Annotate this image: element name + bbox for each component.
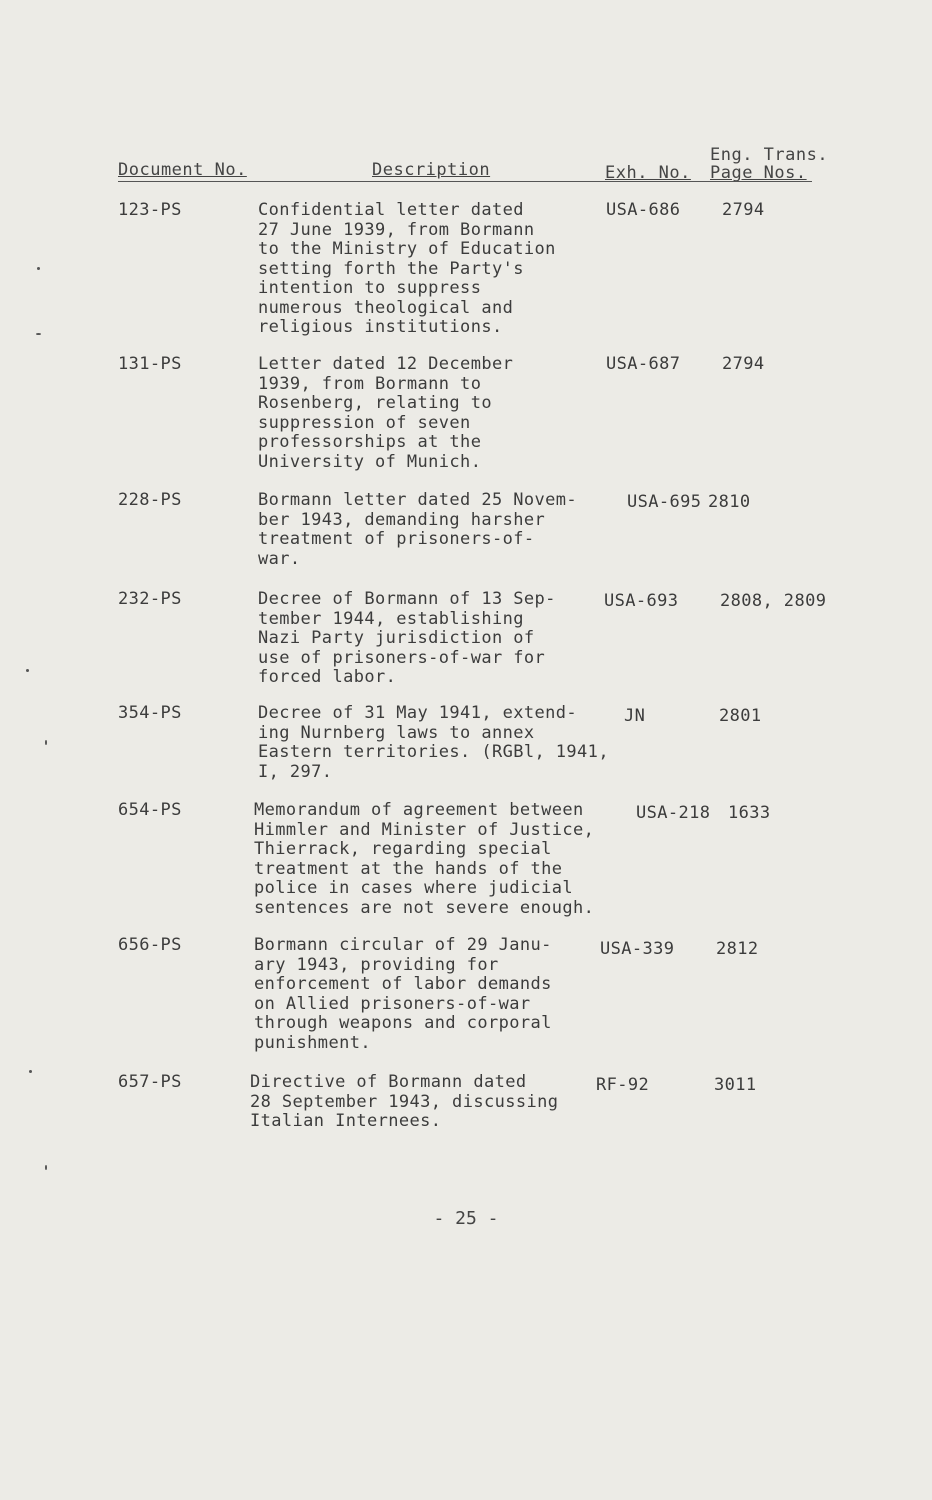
page-numbers: 2794 xyxy=(722,354,765,374)
description xyxy=(258,201,556,338)
scan-speck xyxy=(26,669,29,672)
exhibit-number: USA-693 xyxy=(604,591,679,611)
page-numbers: 2794 xyxy=(722,200,765,220)
doc-number: 131-PS xyxy=(118,354,182,374)
description-line: forced labor. xyxy=(258,667,397,687)
doc-number: 657-PS xyxy=(118,1072,182,1092)
description-line: punishment. xyxy=(254,1032,371,1053)
exhibit-number: USA-218 xyxy=(636,803,711,823)
description-line: ber 1943, demanding harsher xyxy=(258,509,546,530)
page-numbers: 2812 xyxy=(716,939,759,959)
scan-speck xyxy=(37,267,40,270)
description-line: Memorandum of agreement between xyxy=(254,800,584,820)
description-line: Bormann circular of 29 Janu- xyxy=(254,935,552,955)
page-numbers: 2808, 2809 xyxy=(720,591,827,611)
exhibit-number: USA-687 xyxy=(606,354,681,374)
description-line: intention to suppress xyxy=(258,278,482,298)
description-line: treatment of prisoners-of- xyxy=(258,529,535,549)
header-underline xyxy=(118,181,812,182)
doc-number: 354-PS xyxy=(118,703,182,723)
header-eng-trans: Eng. Trans. xyxy=(710,145,829,165)
description-line: I, 297. xyxy=(258,761,333,782)
description-line: Bormann letter dated 25 Novem- xyxy=(258,490,578,510)
doc-number: 654-PS xyxy=(118,800,182,820)
description-line: use of prisoners-of-war for xyxy=(258,647,546,668)
description xyxy=(258,704,609,782)
header-page-nos: Page Nos. xyxy=(710,163,807,183)
description-line: ing Nurnberg laws to annex xyxy=(258,722,535,743)
scan-speck xyxy=(29,1070,32,1073)
header-exh-no: Exh. No. xyxy=(605,163,691,183)
exhibit-number: USA-686 xyxy=(606,200,681,220)
description-line: 27 June 1939, from Bormann xyxy=(258,219,535,240)
page-numbers: 2801 xyxy=(719,706,762,726)
page-numbers: 2810 xyxy=(708,492,751,512)
description-line: police in cases where judicial xyxy=(254,878,574,898)
description-line: professorships at the xyxy=(258,432,482,452)
doc-number: 123-PS xyxy=(118,200,182,220)
description xyxy=(258,355,513,472)
description-line: treatment at the hands of the xyxy=(254,858,563,879)
description-line: tember 1944, establishing xyxy=(258,608,524,629)
description-line: Thierrack, regarding special xyxy=(254,839,552,859)
exhibit-number: JN xyxy=(624,706,646,726)
exhibit-number: USA-339 xyxy=(600,939,675,959)
description-line: suppression of seven xyxy=(258,412,471,433)
description-line: to the Ministry of Education xyxy=(258,239,556,259)
description-line: Confidential letter dated xyxy=(258,200,524,220)
description xyxy=(250,1073,558,1132)
description-line: sentences are not severe enough. xyxy=(254,897,595,918)
description xyxy=(258,491,577,569)
exhibit-number: RF-92 xyxy=(596,1075,650,1095)
doc-number: 232-PS xyxy=(118,589,182,609)
description xyxy=(254,936,552,1053)
scan-speck xyxy=(45,740,47,745)
description-line: 1939, from Bormann to xyxy=(258,373,482,394)
description-line: Letter dated 12 December xyxy=(258,354,514,374)
description-line: Himmler and Minister of Justice, xyxy=(254,819,595,840)
description-line: war. xyxy=(258,548,301,569)
scan-speck xyxy=(36,333,41,335)
description-line: 28 September 1943, discussing xyxy=(250,1091,559,1112)
scan-speck xyxy=(45,1165,47,1170)
description xyxy=(254,801,594,918)
exhibit-number: USA-695 xyxy=(627,492,702,512)
description xyxy=(258,590,556,688)
description-line: Directive of Bormann dated xyxy=(250,1072,527,1092)
description-line: Nazi Party jurisdiction of xyxy=(258,628,535,648)
doc-number: 228-PS xyxy=(118,490,182,510)
page-number: - 25 - xyxy=(433,1208,499,1229)
description-line: Decree of 31 May 1941, extend- xyxy=(258,703,578,723)
description-line: enforcement of labor demands xyxy=(254,974,552,994)
doc-number: 656-PS xyxy=(118,935,182,955)
description-line: Rosenberg, relating to xyxy=(258,393,492,413)
description-line: setting forth the Party's xyxy=(258,258,524,279)
description-line: numerous theological and xyxy=(258,297,514,318)
description-line: University of Munich. xyxy=(258,451,482,472)
description-line: through weapons and corporal xyxy=(254,1013,552,1033)
page-numbers: 1633 xyxy=(728,803,771,823)
description-line: Decree of Bormann of 13 Sep- xyxy=(258,589,556,609)
header-document-no: Document No. xyxy=(118,160,247,180)
page-numbers: 3011 xyxy=(714,1075,757,1095)
header-description: Description xyxy=(372,160,491,180)
description-line: Italian Internees. xyxy=(250,1111,442,1131)
description-line: on Allied prisoners-of-war xyxy=(254,993,531,1014)
description-line: ary 1943, providing for xyxy=(254,954,499,975)
description-line: Eastern territories. (RGBl, 1941, xyxy=(258,742,609,762)
description-line: religious institutions. xyxy=(258,317,503,337)
